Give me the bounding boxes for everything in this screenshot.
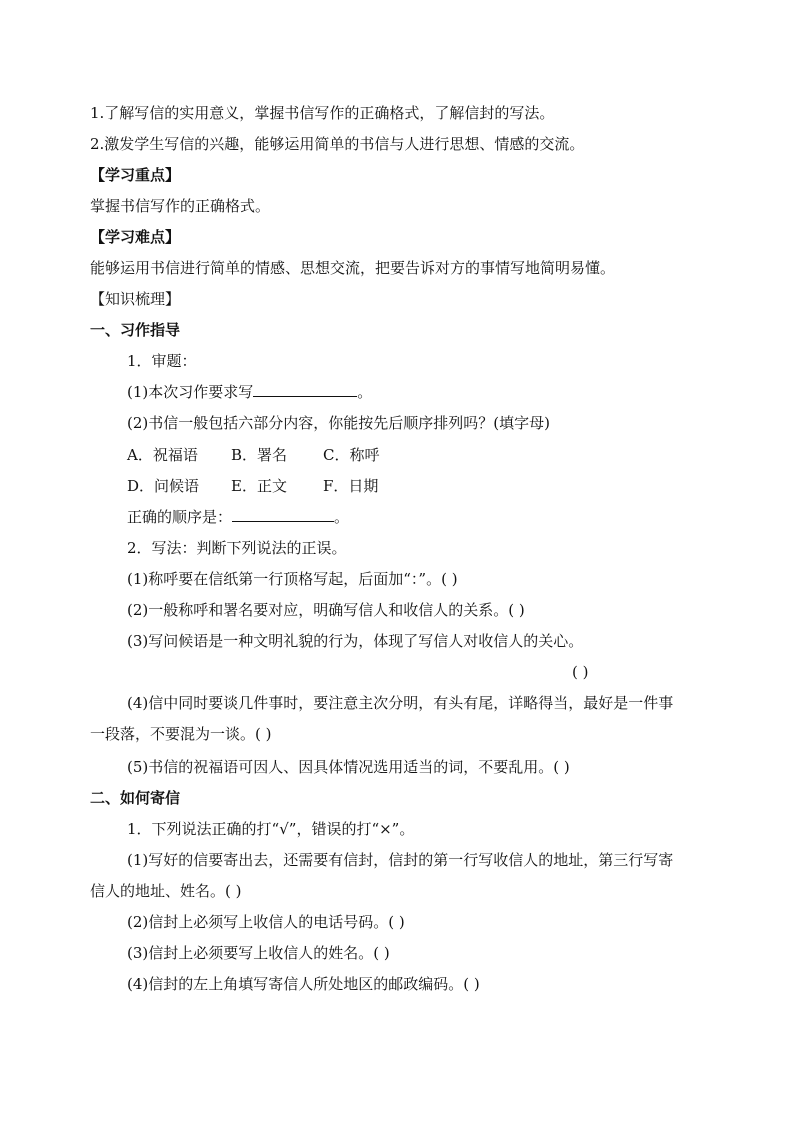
section2-q1-2: (2)信封上必须写上收信人的电话号码。( ) <box>127 913 405 931</box>
order-answer <box>127 507 349 527</box>
option-f: F．日期 <box>323 477 379 495</box>
option-c: C．称呼 <box>323 446 380 464</box>
option-a: A．祝福语 <box>127 446 198 464</box>
option-e: E．正文 <box>231 477 287 495</box>
knowledge-heading: 【知识梳理】 <box>90 290 181 308</box>
section1-heading: 一、习作指导 <box>90 321 181 339</box>
q1-1-suffix: 。 <box>357 383 373 401</box>
section1-q2-3-answer[interactable]: ( ) <box>572 663 589 681</box>
section2-q1-1-line2: 信人的地址、姓名。( ) <box>90 882 242 900</box>
section1-q2-4-line2: 一段落，不要混为一谈。( ) <box>90 725 272 743</box>
option-b: B．署名 <box>231 446 288 464</box>
section2-heading: 二、如何寄信 <box>90 789 181 807</box>
key-points-heading: 【学习重点】 <box>90 166 181 184</box>
key-points-text: 掌握书信写作的正确格式。 <box>90 197 271 215</box>
section1-q2-5: (5)书信的祝福语可因人、因具体情况选用适当的词，不要乱用。( ) <box>127 758 570 776</box>
order-prefix: 正确的顺序是： <box>127 508 233 526</box>
section2-q1-title: 1．下列说法正确的打“√”，错误的打“×”。 <box>127 820 415 838</box>
answer-blank-order[interactable] <box>232 507 334 522</box>
section1-q1-2: (2)书信一般包括六部分内容，你能按先后顺序排列吗？(填字母) <box>127 414 550 432</box>
section2-q1-4: (4)信封的左上角填写寄信人所处地区的邮政编码。( ) <box>127 975 480 993</box>
section1-q2-2: (2)一般称呼和署名要对应，明确写信人和收信人的关系。( ) <box>127 601 525 619</box>
difficulties-text: 能够运用书信进行简单的情感、思想交流，把要告诉对方的事情写地简明易懂。 <box>90 259 616 277</box>
section1-q2-1: (1)称呼要在信纸第一行顶格写起，后面加“：”。( ) <box>127 570 458 588</box>
objective-2: 2.激发学生写信的兴趣，能够运用简单的书信与人进行思想、情感的交流。 <box>90 135 585 153</box>
section1-q1-1 <box>127 382 372 402</box>
answer-blank-topic[interactable] <box>253 382 357 397</box>
section1-q2-title: 2．写法：判断下列说法的正误。 <box>127 539 347 557</box>
difficulties-heading: 【学习难点】 <box>90 228 181 246</box>
q1-1-prefix: (1)本次习作要求写 <box>127 383 254 401</box>
section2-q1-1-line1: (1)写好的信要寄出去，还需要有信封，信封的第一行写收信人的地址，第三行写寄 <box>127 851 674 869</box>
options-row-1 <box>127 445 379 465</box>
order-suffix: 。 <box>334 508 350 526</box>
option-d: D．问候语 <box>127 477 200 495</box>
section1-q1-title: 1．审题： <box>127 352 197 370</box>
section2-q1-3: (3)信封上必须要写上收信人的姓名。( ) <box>127 944 390 962</box>
options-row-2 <box>127 476 378 496</box>
section1-q2-3: (3)写问候语是一种文明礼貌的行为，体现了写信人对收信人的关心。 <box>127 632 584 650</box>
section1-q2-4-line1: (4)信中同时要谈几件事时，要注意主次分明，有头有尾，详略得当，最好是一件事 <box>127 694 674 712</box>
objective-1: 1.了解写信的实用意义，掌握书信写作的正确格式，了解信封的写法。 <box>90 104 555 122</box>
